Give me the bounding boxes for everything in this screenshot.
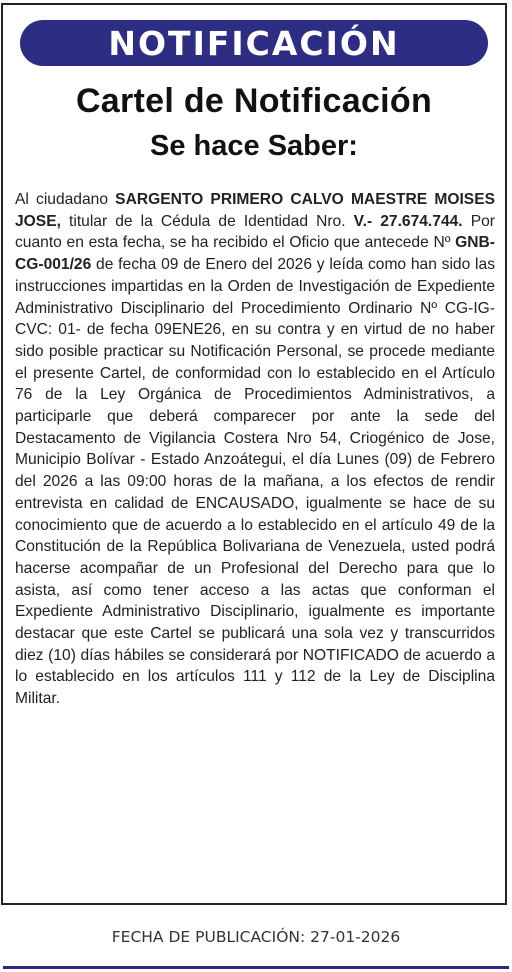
notice-banner [20, 20, 488, 66]
notice-subtitle: Se hace Saber: [150, 130, 358, 162]
body-intro: Al ciudadano [15, 191, 116, 208]
notice-body [15, 189, 495, 710]
oficio-number: GNB-CG-001/26 [15, 234, 495, 274]
id-number: V.- 27.674.744. [353, 212, 463, 230]
body-oficio-label: Por cuanto en esta fecha, se ha recibido el Oficio que antecede Nº [15, 212, 495, 252]
citizen-name: SARGENTO PRIMERO CALVO MAESTRE MOISES JOSE, [15, 191, 496, 230]
footer-divider [3, 966, 509, 969]
body-main: de fecha 09 de Enero del 2026 y leída como han sido las instrucciones impartidas en la Orden de Investigación de Expediente Administrativo Disciplinario del Procedimiento Ordinario Nº CG-IG-CVC: 01- de fecha 09ENE26, en su contra y en virtud de no haber sido posible practicar su Notificación Personal, se procede mediante el presente Cartel, de conformidad con lo establecido en el Artículo 76 de la Ley Orgánica de Procedimientos Administrativos, a participarle que deberá comparecer por ante la sede del Destacamento de Vigilancia Costera Nro 54, Criogénico de Jose, Municipio Bolívar - Estado Anzoátegui, el día Lunes (09) de Febrero del 2026 a las 09:00 horas de la mañana, a los efectos de rendir entrevista en calidad de ENCAUSADO, igualmente se hace de su conocimiento que de acuerdo a lo establecido en el artículo 49 de la Constitución de la República Bolivariana de Venezuela, usted podrá hacerse acompañar de un Profesional del Derecho para que lo asista, así como tener acceso a las actas que conforman el Expediente Administrativo Disciplinario, igualmente es importante destacar que este Cartel se publicará una sola vez y transcurridos diez (10) días hábiles se considerará por NOTIFICADO de acuerdo a lo establecido en los artículos 111 y 112 de la Ley de Disciplina Militar. [15, 256, 495, 708]
notice-title: Cartel de Notificación [75, 82, 433, 120]
banner-text: NOTIFICACIÓN [108, 23, 400, 63]
publication-date: FECHA DE PUBLICACIÓN: 27-01-2026 [111, 928, 401, 946]
body-id-label: titular de la Cédula de Identidad Nro. [60, 212, 354, 230]
